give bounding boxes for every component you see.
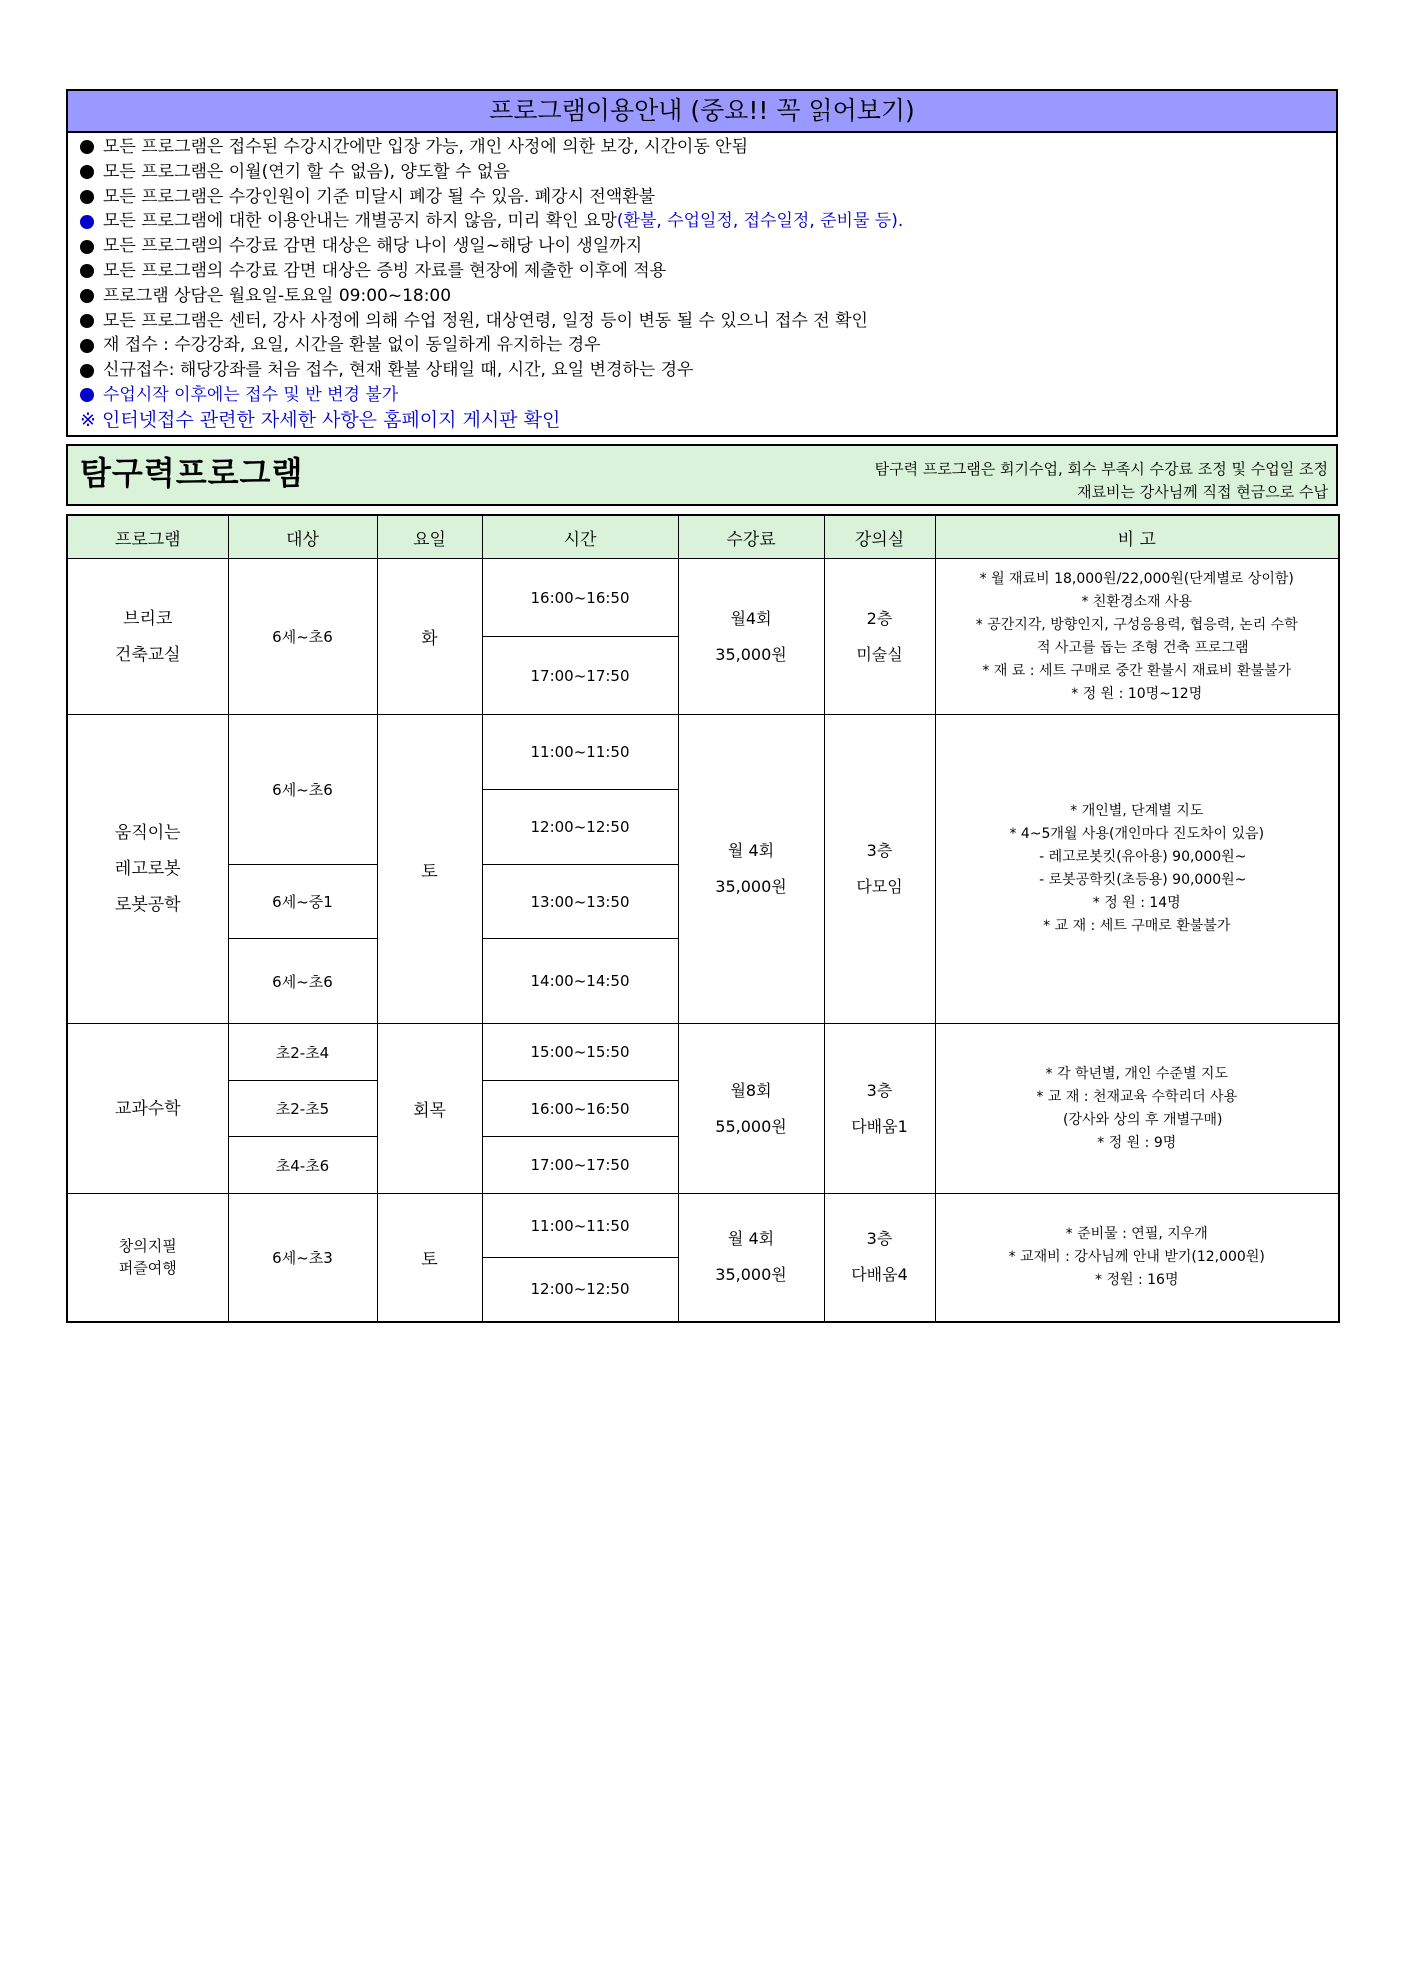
notice-item: 모든 프로그램의 수강료 감면 대상은 해당 나이 생일~해당 나이 생일까지 [80, 234, 1336, 259]
day-cell: 화 [377, 559, 482, 715]
time-cell: 12:00~12:50 [482, 790, 678, 865]
fee-cell: 월 4회 35,000원 [678, 715, 824, 1024]
bullet-icon [80, 314, 94, 328]
section-header [66, 444, 1338, 506]
room-cell: 3층 다모임 [824, 715, 935, 1024]
time-cell: 13:00~13:50 [482, 865, 678, 939]
day-cell: 토 [377, 715, 482, 1024]
bullet-icon [80, 339, 94, 353]
target-cell: 6세~초6 [228, 559, 377, 715]
bullet-icon [80, 289, 94, 303]
bullet-icon [80, 190, 94, 204]
notice-item: 모든 프로그램은 접수된 수강시간에만 입장 가능, 개인 사정에 의한 보강, 시간이동 안됨 [80, 135, 1336, 160]
notice-last-line: ※ 인터넷접수 관련한 자세한 사항은 홈페이지 게시판 확인 [80, 408, 561, 431]
section-note-fee: 탐구력 프로그램은 회기수업, 회수 부족시 수강료 조정 및 수업일 조정 [874, 460, 1328, 478]
time-cell: 16:00~16:50 [482, 559, 678, 637]
time-cell: 11:00~11:50 [482, 1194, 678, 1258]
target-cell: 6세~초6 [228, 939, 377, 1024]
notice-item: 모든 프로그램은 센터, 강사 사정에 의해 수업 정원, 대상연령, 일정 등이 변동 될 수 있으니 접수 전 확인 [80, 309, 1336, 334]
target-cell: 6세~초6 [228, 715, 377, 865]
time-cell: 14:00~14:50 [482, 939, 678, 1024]
header-time: 시간 [482, 515, 678, 559]
notes-cell: * 각 학년별, 개인 수준별 지도 * 교 재 : 천재교육 수학리더 사용 (강사와 상의 후 개별구매) * 정 원 : 9명 [935, 1024, 1339, 1194]
target-cell: 초2-초4 [228, 1024, 377, 1081]
target-cell: 초2-초5 [228, 1081, 377, 1137]
notes-cell: * 월 재료비 18,000원/22,000원(단계별로 상이함) * 친환경소재 사용 * 공간지각, 방향인지, 구성응용력, 협응력, 논리 수학 적 사고를 돕는 조형 건축 프로그램 * 재 료 : 세트 구매로 중간 환불시 재료비 환불불가 * 정 원 : 10명~12명 [935, 559, 1339, 715]
time-cell: 15:00~15:50 [482, 1024, 678, 1081]
header-target: 대상 [228, 515, 377, 559]
bullet-icon [80, 240, 94, 254]
notice-item: 수업시작 이후에는 접수 및 반 변경 불가 [80, 383, 1336, 408]
table-row [67, 559, 1339, 637]
bullet-icon [80, 140, 94, 154]
notice-item: 모든 프로그램의 수강료 감면 대상은 증빙 자료를 현장에 제출한 이후에 적용 [80, 259, 1336, 284]
program-name: 움직이는 레고로봇 로봇공학 [67, 715, 228, 1024]
time-cell: 17:00~17:50 [482, 1137, 678, 1194]
bullet-icon [80, 264, 94, 278]
table-row [67, 715, 1339, 790]
header-day: 요일 [377, 515, 482, 559]
header-fee: 수강료 [678, 515, 824, 559]
time-cell: 16:00~16:50 [482, 1081, 678, 1137]
bullet-icon [80, 388, 94, 402]
notice-box [66, 89, 1338, 437]
program-name: 교과수학 [67, 1024, 228, 1194]
time-cell: 11:00~11:50 [482, 715, 678, 790]
notice-list [68, 133, 1336, 435]
time-cell: 17:00~17:50 [482, 637, 678, 715]
notice-item: 모든 프로그램에 대한 이용안내는 개별공지 하지 않음, 미리 확인 요망 (환불, 수업일정, 접수일정, 준비물 등). [80, 209, 1336, 234]
bullet-icon [80, 215, 94, 229]
notice-item: 재 접수 : 수강강좌, 요일, 시간을 환불 없이 동일하게 유지하는 경우 [80, 333, 1336, 358]
table-row [67, 1024, 1339, 1081]
target-cell: 초4-초6 [228, 1137, 377, 1194]
bullet-icon [80, 364, 94, 378]
fee-cell: 월8회 55,000원 [678, 1024, 824, 1194]
program-name: 창의지필 퍼즐여행 [67, 1194, 228, 1322]
notes-cell: * 준비물 : 연필, 지우개 * 교재비 : 강사님께 안내 받기(12,000원) * 정원 : 16명 [935, 1194, 1339, 1322]
header-notes: 비 고 [935, 515, 1339, 559]
day-cell: 토 [377, 1194, 482, 1322]
section-title: 탐구력프로그램 [80, 454, 304, 492]
notice-item: 신규접수: 해당강좌를 처음 접수, 현재 환불 상태일 때, 시간, 요일 변경하는 경우 [80, 358, 1336, 383]
fee-cell: 월4회 35,000원 [678, 559, 824, 715]
table-row [67, 1194, 1339, 1258]
program-table [66, 514, 1340, 1323]
fee-cell: 월 4회 35,000원 [678, 1194, 824, 1322]
time-cell: 12:00~12:50 [482, 1258, 678, 1322]
bullet-icon [80, 165, 94, 179]
program-name: 브리코 건축교실 [67, 559, 228, 715]
table-header-row [67, 515, 1339, 559]
header-program: 프로그램 [67, 515, 228, 559]
room-cell: 3층 다배움1 [824, 1024, 935, 1194]
day-cell: 회목 [377, 1024, 482, 1194]
target-cell: 6세~초3 [228, 1194, 377, 1322]
notice-title: 프로그램이용안내 (중요!! 꼭 읽어보기) [68, 91, 1336, 133]
header-room: 강의실 [824, 515, 935, 559]
notice-item: 모든 프로그램은 수강인원이 기준 미달시 폐강 될 수 있음. 폐강시 전액환불 [80, 185, 1336, 210]
notice-item: 프로그램 상담은 월요일-토요일 09:00~18:00 [80, 284, 1336, 309]
room-cell: 2층 미술실 [824, 559, 935, 715]
notice-item: 모든 프로그램은 이월(연기 할 수 없음), 양도할 수 없음 [80, 160, 1336, 185]
room-cell: 3층 다배움4 [824, 1194, 935, 1322]
notes-cell: * 개인별, 단계별 지도 * 4~5개월 사용(개인마다 진도차이 있음) - 레고로봇킷(유아용) 90,000원~ - 로봇공학킷(초등용) 90,000원~ * 정 원 : 14명 * 교 재 : 세트 구매로 환불불가 [935, 715, 1339, 1024]
section-note-material: 재료비는 강사님께 직접 현금으로 수납 [1077, 483, 1328, 501]
target-cell: 6세~중1 [228, 865, 377, 939]
